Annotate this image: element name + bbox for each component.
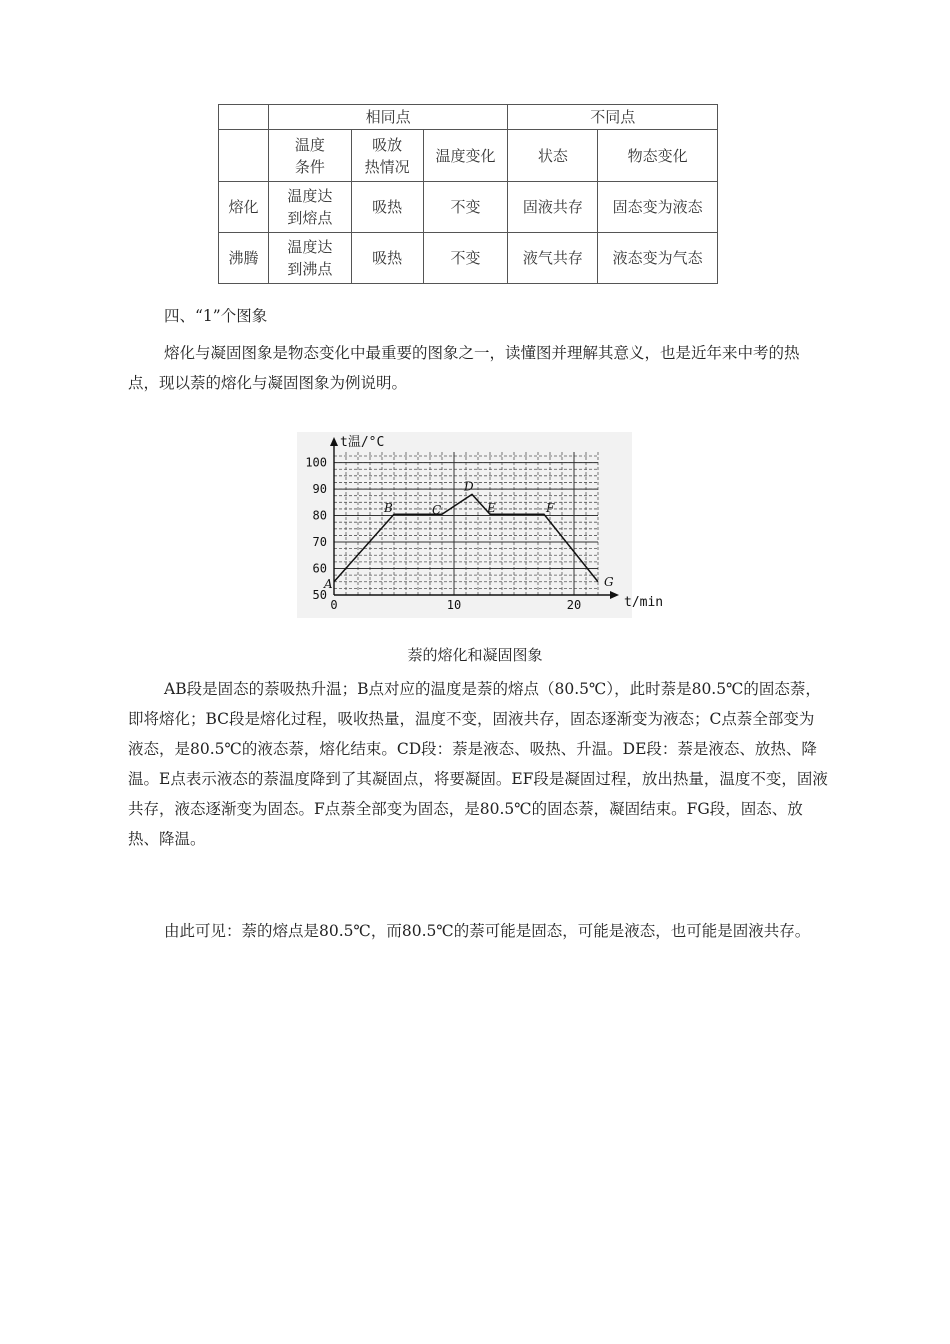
- y-tick-label: 90: [312, 482, 327, 497]
- chart-caption: 萘的熔化和凝固图象: [407, 646, 543, 664]
- intro-paragraph: 熔化与凝固图象是物态变化中最重要的图象之一，读懂图并理解其意义，也是近年来中考的热点，现以萘的熔化与凝固图象为例说明。: [128, 344, 800, 392]
- comparison-table: [218, 104, 718, 284]
- point-label: E: [487, 501, 496, 516]
- conclusion-paragraph: 由此可见：萘的熔点是80.5℃，而80.5℃的萘可能是固态，可能是液态，也可能是固液共存。: [164, 922, 811, 940]
- melting-chart: [297, 432, 664, 618]
- table-cell: 吸热: [351, 182, 423, 233]
- table-cell: 液态变为气态: [598, 233, 718, 284]
- y-tick-label: 80: [312, 508, 327, 523]
- y-axis-label: t温/°C: [340, 435, 385, 450]
- point-label: B: [384, 501, 393, 516]
- y-tick-label: 100: [305, 455, 327, 470]
- point-label: F: [546, 501, 555, 516]
- table-header-row: [219, 105, 718, 130]
- point-label: A: [324, 576, 333, 591]
- row-label: 熔化: [219, 182, 269, 233]
- point-label: G: [604, 574, 614, 589]
- y-tick-label: 50: [312, 588, 327, 602]
- table-cell: 固液共存: [508, 182, 598, 233]
- point-label: D: [464, 479, 474, 494]
- table-cell: 温度达 到沸点: [268, 233, 351, 284]
- table-row: [219, 182, 718, 233]
- subheader-temp-change: 温度变化: [423, 130, 508, 182]
- subheader-phase-change: 物态变化: [598, 130, 718, 182]
- header-same-points: 相同点: [268, 105, 508, 130]
- table-cell: 液气共存: [508, 233, 598, 284]
- y-tick-label: 70: [312, 535, 327, 550]
- point-label: C: [432, 503, 442, 518]
- y-tick-label: 60: [312, 561, 327, 576]
- x-axis-label: t/min: [624, 595, 664, 610]
- subheader-heat: 吸放 热情况: [351, 130, 423, 182]
- row-label: 沸腾: [219, 233, 269, 284]
- header-corner: [219, 105, 269, 130]
- x-tick-label: 20: [566, 598, 582, 612]
- x-tick-label: 10: [446, 598, 462, 612]
- table-cell: 固态变为液态: [598, 182, 718, 233]
- header-diff-points: 不同点: [508, 105, 718, 130]
- section-heading: 四、“1”个图象: [164, 307, 268, 325]
- x-tick-label: 0: [330, 598, 338, 612]
- table-row: [219, 233, 718, 284]
- table-cell: 不变: [423, 182, 508, 233]
- table-cell: 不变: [423, 233, 508, 284]
- x-axis-arrow: [610, 591, 619, 599]
- table-cell: 吸热: [351, 233, 423, 284]
- table-subheader-row: [219, 130, 718, 182]
- explanation-paragraph: AB段是固态的萘吸热升温；B点对应的温度是萘的熔点（80.5℃），此时萘是80.5℃的固态萘，即将熔化；BC段是熔化过程，吸收热量，温度不变，固液共存，固态逐渐变为液态；C点萘全部变为液态，是80.5℃的液态萘，熔化结束。CD段：萘是液态、吸热、升温。DE段：萘是液态、放热、降温。E点表示液态的萘温度降到了其凝固点，将要凝固。EF段是凝固过程，放出热量，温度不变，固液共存，液态逐渐变为固态。F点萘全部变为固态，是80.5℃的固态萘，凝固结束。FG段，固态、放热、降温。: [128, 680, 828, 848]
- subheader-temp-condition: 温度 条件: [268, 130, 351, 182]
- table-cell: 温度达 到熔点: [268, 182, 351, 233]
- melting-chart-svg: [297, 432, 664, 618]
- subheader-state: 状态: [508, 130, 598, 182]
- y-axis-arrow: [330, 437, 338, 446]
